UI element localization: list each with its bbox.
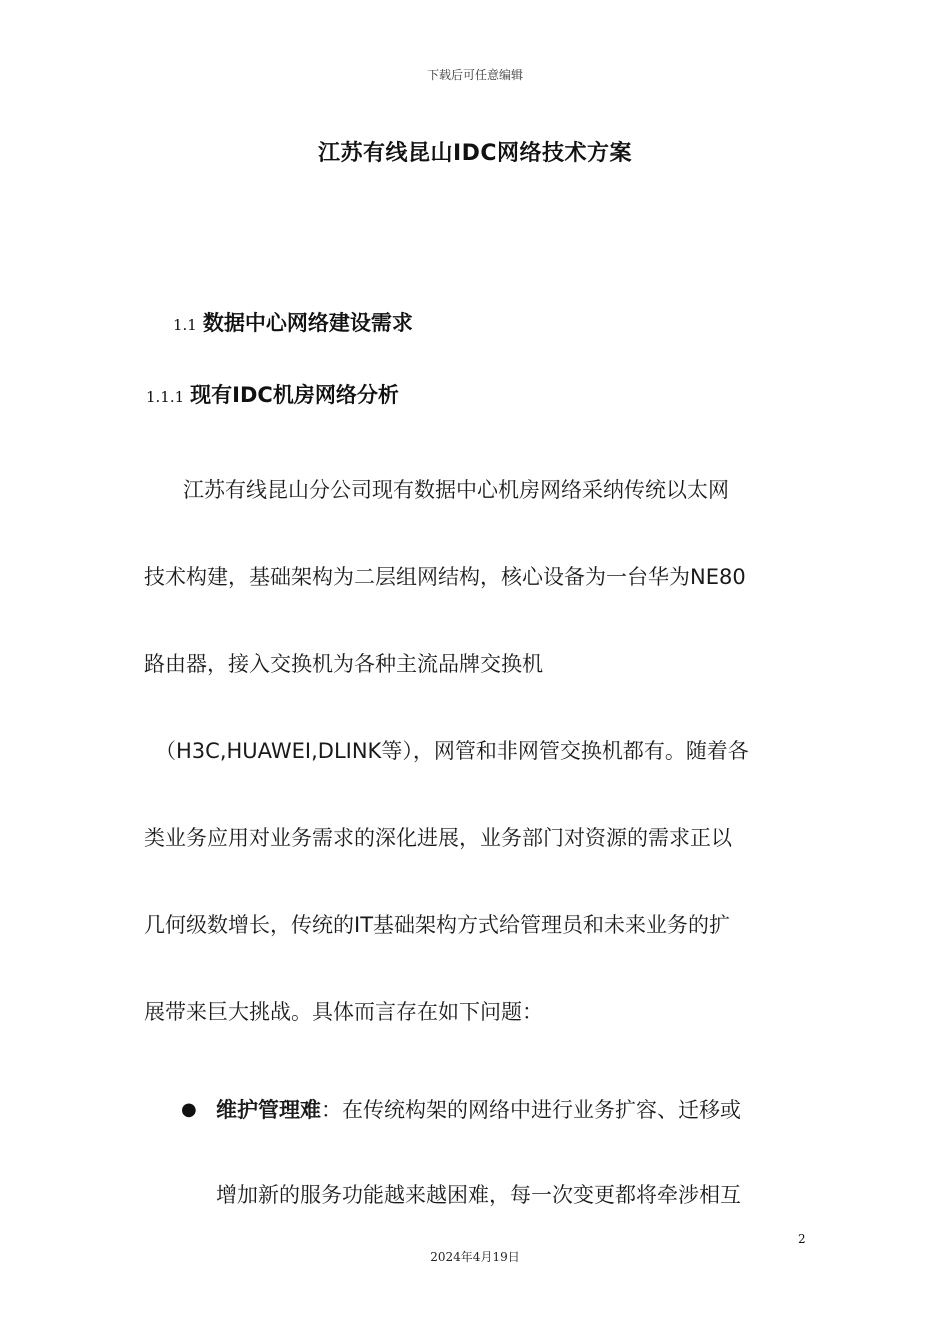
paragraph-line: （H3C,HUAWEI,DLINK等），网管和非网管交换机都有。随着各 — [155, 739, 749, 763]
footer-date: 2024年4月19日 — [430, 1250, 520, 1264]
section-number: 1.1 — [173, 316, 197, 334]
document-title: 江苏有线昆山IDC网络技术方案 — [317, 141, 633, 166]
section-heading — [173, 307, 413, 337]
page-number: 2 — [798, 1232, 806, 1246]
paragraph-line: 路由器，接入交换机为各种主流品牌交换机 — [144, 652, 543, 676]
bullet-marker: ● — [181, 1099, 197, 1120]
paragraph-line: 技术构建，基础架构为二层组网结构，核心设备为一台华为NE80 — [144, 565, 746, 589]
section-title: 数据中心网络建设需求 — [202, 311, 413, 335]
paragraph-line: 江苏有线昆山分公司现有数据中心机房网络采纳传统以太网 — [183, 478, 729, 502]
bullet-term: 维护管理难 — [216, 1098, 321, 1122]
paragraph-line: 几何级数增长，传统的IT基础架构方式给管理员和未来业务的扩 — [144, 913, 731, 937]
bullet-separator: ： — [321, 1098, 342, 1122]
bullet-item-line: 增加新的服务功能越来越困难，每一次变更都将牵涉相互 — [216, 1183, 741, 1207]
subsection-number: 1.1.1 — [146, 388, 185, 406]
bullet-text: 在传统构架的网络中进行业务扩容、迁移或 — [342, 1098, 741, 1122]
bullet-item-line — [216, 1094, 741, 1124]
subsection-heading — [146, 379, 399, 409]
header-note: 下载后可任意编辑 — [426, 68, 523, 82]
paragraph-line: 展带来巨大挑战。具体而言存在如下问题： — [144, 1000, 543, 1024]
paragraph-line: 类业务应用对业务需求的深化进展，业务部门对资源的需求正以 — [144, 826, 732, 850]
subsection-title: 现有IDC机房网络分析 — [190, 383, 399, 407]
